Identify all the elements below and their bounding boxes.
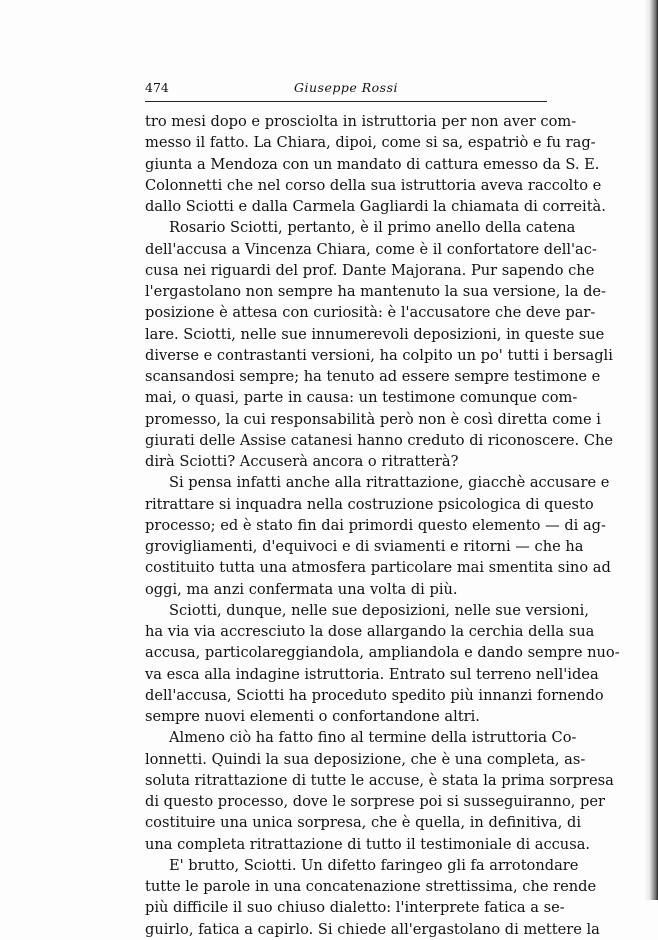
scan-edge-shadow [644,0,658,900]
text-line: tro mesi dopo e prosciolta in istruttoria per non aver com- [145,113,577,130]
text-line: sempre nuovi elementi o confortandone altri. [145,708,480,725]
text-line: Almeno ciò ha fatto fino al termine della istruttoria Co- [169,729,577,747]
text-line: dell'accusa a Vincenza Chiara, come è il confortatore dell'ac- [145,240,597,258]
text-line: dallo Sciotti e dalla Carmela Gagliardi la chiamata di correità. [145,198,606,215]
text-line: costituire una unica sorpresa, che è quella, in definitiva, di [145,814,582,832]
text-line: ha via via accresciuto la dose allargando la cerchia della sua [145,623,595,640]
text-line: accusa, particolareggiandola, ampliandola e dando sempre nuo- [145,644,620,662]
running-title: Giuseppe Rossi [294,80,398,95]
body-text [145,111,620,940]
text-line: soluta ritrattazione di tutte le accuse, è stata la prima sorpresa [145,771,614,789]
text-line: più difficile il suo chiuso dialetto: l'interprete fatica a se- [145,899,565,917]
text-line: di questo processo, dove le sorprese poi si susseguiranno, per [145,793,605,810]
text-line: lonnetti. Quindi la sua deposizione, che è una completa, as- [145,750,586,768]
text-line: processo; ed è stato fin dai primordi questo elemento — di ag- [145,516,606,534]
text-line: E' brutto, Sciotti. Un difetto faringeo gli fa arrotondare [169,856,579,874]
text-line: diverse e contrastanti versioni, ha colpito un po' tutti i bersagli [145,346,613,364]
text-line: guirlo, fatica a capirlo. Si chiede all'ergastolano di mettere la [145,920,600,938]
text-line: posizione è attesa con curiosità: è l'accusatore che deve par- [145,304,596,322]
text-line: una completa ritrattazione di tutto il testimoniale di accusa. [145,835,591,853]
text-line: Si pensa infatti anche alla ritrattazione, giacchè accusare e [169,474,610,492]
text-line: giunta a Mendoza con un mandato di cattura emesso da S. E. [145,155,600,173]
text-line: oggi, ma anzi confermata una volta di più. [145,580,458,598]
text-line: Rosario Sciotti, pertanto, è il primo anello della catena [169,219,576,237]
text-line: lare. Sciotti, nelle sue innumerevoli deposizioni, in queste sue [145,325,605,343]
header-rule [145,101,547,102]
text-line: scansandosi sempre; ha tenuto ad essere sempre testimone e [145,368,601,385]
text-line: costituito tutta una atmosfera particolare mai smentita sino ad [145,559,611,577]
page-number: 474 [145,80,169,95]
text-line: dell'accusa, Sciotti ha proceduto spedito più innanzi fornendo [145,686,604,704]
text-line: va esca alla indagine istruttoria. Entrato sul terreno nell'idea [145,665,599,683]
page-header [145,80,547,100]
text-line: l'ergastolano non sempre ha mantenuto la sua versione, la de- [145,283,606,300]
text-line: Sciotti, dunque, nelle sue deposizioni, nelle sue versioni, [169,601,589,619]
text-line: promesso, la cui responsabilità però non è così diretta come i [145,410,601,428]
text-line: cusa nei riguardi del prof. Dante Majorana. Pur sapendo che [145,261,595,279]
text-line: messo il fatto. La Chiara, dipoi, come si sa, espatriò e fu rag- [145,134,596,152]
text-line: tutte le parole in una concatenazione strettissima, che rende [145,878,597,895]
text-line: Colonnetti che nel corso della sua istruttoria aveva raccolto e [145,176,602,194]
text-line: giurati delle Assise catanesi hanno creduto di riconoscere. Che [145,431,614,449]
text-line: dirà Sciotti? Accuserà ancora o ritratterà? [145,453,459,470]
text-line: ritrattare si inquadra nella costruzione psicologica di questo [145,495,594,513]
text-line: grovigliamenti, d'equivoci e di sviamenti e ritorni — che ha [145,538,584,555]
text-line: mai, o quasi, parte in causa: un testimone comunque com- [145,389,578,407]
